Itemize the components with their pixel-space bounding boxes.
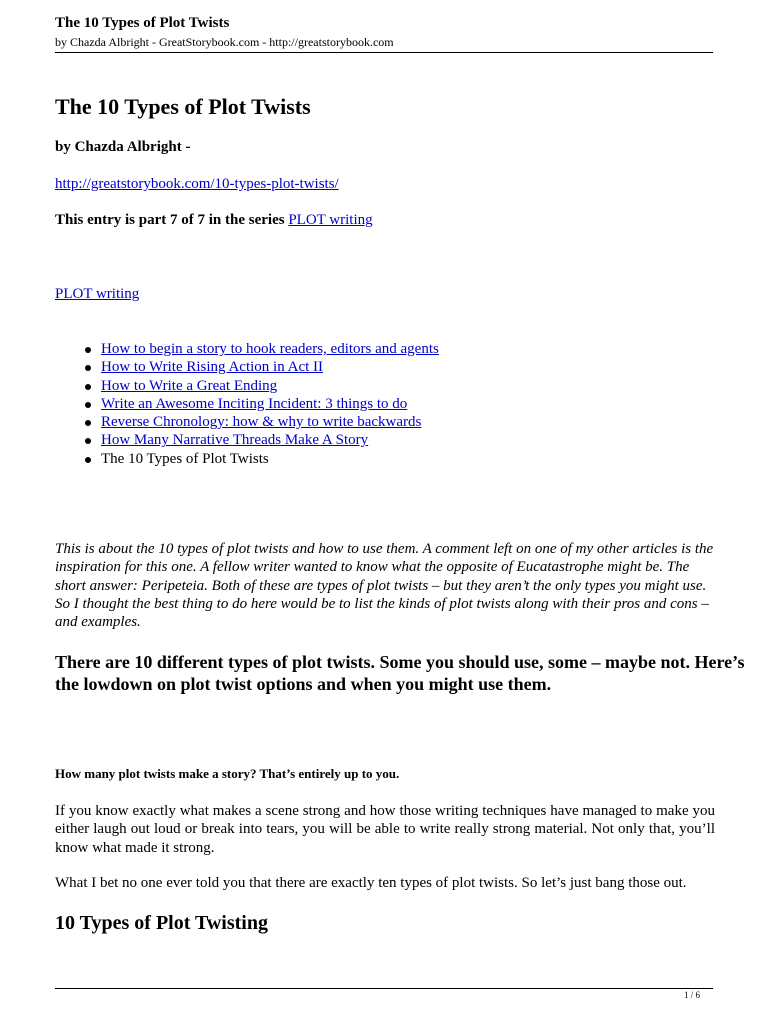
running-header-title: The 10 Types of Plot Twists	[55, 15, 230, 31]
series-list-item	[83, 395, 439, 413]
body-paragraph-1: If you know exactly what makes a scene strong and how those writing techniques have managed to make you either laugh out loud or break into tears, you will be able to write really strong material. Not only that, you’ll know what made it strong.	[55, 803, 715, 856]
series-item-link[interactable]: How to begin a story to hook readers, editors and agents	[101, 341, 439, 357]
series-note	[55, 212, 373, 229]
series-item-link[interactable]: How to Write a Great Ending	[101, 377, 278, 394]
article-url-container	[55, 176, 339, 193]
footer-divider	[55, 988, 713, 989]
bullet-icon	[85, 365, 91, 371]
section-heading: 10 Types of Plot Twisting	[55, 912, 268, 934]
running-header-subtitle: by Chazda Albright - GreatStorybook.com - http://greatstorybook.com	[55, 35, 394, 49]
series-list-item	[83, 340, 439, 358]
series-list-item	[83, 450, 439, 468]
series-list-item	[83, 377, 439, 395]
bullet-icon	[85, 457, 91, 463]
series-item-link[interactable]: Write an Awesome Inciting Incident: 3 things to do	[101, 395, 408, 412]
bullet-icon	[85, 438, 91, 444]
bullet-icon	[85, 347, 91, 353]
series-item-current: The 10 Types of Plot Twists	[101, 450, 269, 467]
question-heading: How many plot twists make a story? That’s entirely up to you.	[55, 766, 400, 781]
intro-paragraph: This is about the 10 types of plot twists and how to use them. A comment left on one of my other articles is the inspiration for this one. A fellow writer wanted to know what the opposite of Eucatastrophe might be. The short answer: Peripeteia. Both of these are types of plot twists – but they aren’t the only types you might use. So I thought the best thing to do here would be to list the kinds of plot twists along with their pros and cons – and examples.	[55, 541, 714, 631]
series-list-item	[83, 358, 439, 376]
article-title: The 10 Types of Plot Twists	[55, 94, 311, 119]
series-item-link[interactable]: How Many Narrative Threads Make A Story	[101, 432, 369, 449]
series-list-item	[83, 413, 439, 431]
series-list	[83, 340, 439, 468]
page-number: 1 / 6	[683, 990, 700, 1000]
bullet-icon	[85, 384, 91, 390]
series-heading	[55, 286, 139, 303]
bullet-icon	[85, 420, 91, 426]
series-item-link[interactable]: Reverse Chronology: how & why to write backwards	[101, 414, 422, 431]
series-heading-link[interactable]: PLOT writing	[55, 286, 140, 302]
series-note-prefix: This entry is part 7 of 7 in the series	[55, 212, 285, 228]
article-byline: by Chazda Albright -	[55, 139, 191, 155]
lead-heading: There are 10 different types of plot twists. Some you should use, some – maybe not. Here’s the lowdown on plot twist options and when you might use them.	[55, 652, 745, 694]
series-list-item	[83, 431, 439, 449]
series-note-link[interactable]: PLOT writing	[288, 212, 373, 228]
bullet-icon	[85, 402, 91, 408]
series-item-link[interactable]: How to Write Rising Action in Act II	[101, 359, 324, 376]
article-url-link[interactable]: http://greatstorybook.com/10-types-plot-twists/	[55, 176, 339, 192]
body-paragraph-2: What I bet no one ever told you that there are exactly ten types of plot twists. So let’s just bang those out.	[55, 875, 687, 891]
header-divider	[55, 52, 713, 53]
